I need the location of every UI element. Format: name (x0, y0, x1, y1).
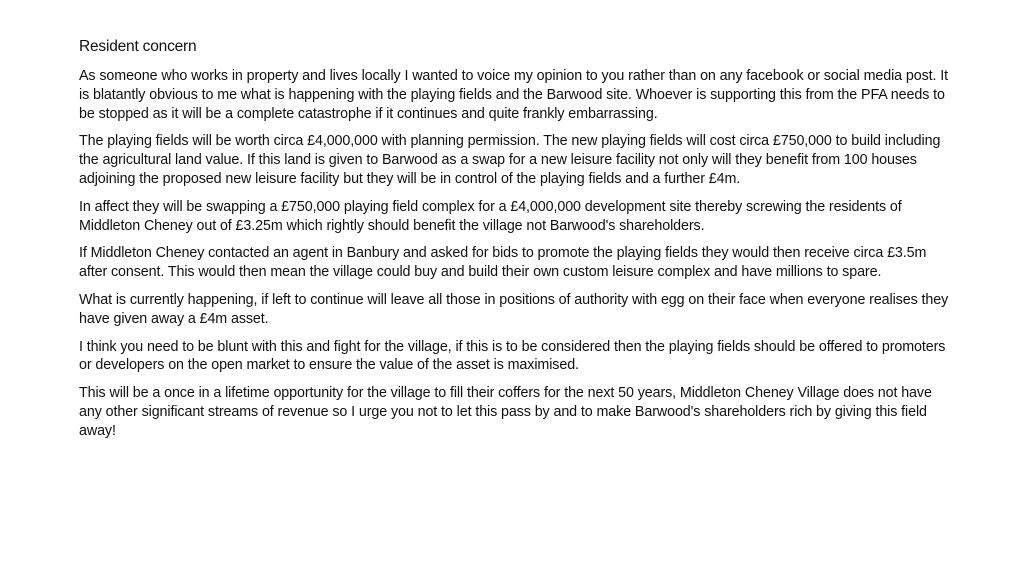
paragraph-5: What is currently happening, if left to continue will leave all those in positions of authority with egg on their face when everyone realises they have given away a £4m asset. (79, 291, 949, 327)
slide-content (79, 36, 954, 450)
paragraph-2: The playing fields will be worth circa £4,000,000 with planning permission. The new playing fields will cost circa £750,000 to build including the agricultural land value. If this land is given to Barwood as a swap for a new leisure facility not only will they benefit from 100 houses adjoining the proposed new leisure facility but they will be in control of the playing fields and a further £4m. (79, 133, 941, 187)
paragraph-6: I think you need to be blunt with this and fight for the village, if this is to be considered then the playing fields should be offered to promoters or developers on the open market to ensure the value of the asset is maximised. (79, 338, 946, 374)
paragraph-7: This will be a once in a lifetime opportunity for the village to fill their coffers for the next 50 years, Middleton Cheney Village does not have any other significant streams of revenue so I urge you not to let this pass by and to make Barwood's shareholders rich by giving this field away! (79, 385, 932, 439)
paragraph-1: As someone who works in property and lives locally I wanted to voice my opinion to you rather than on any facebook or social media post. It is blatantly obvious to me what is happening with the playing fields and the Barwood site. Whoever is supporting this from the PFA needs to be stopped as it will be a complete catastrophe if it continues and quite frankly embarrassing. (79, 68, 949, 122)
paragraph-4: If Middleton Cheney contacted an agent in Banbury and asked for bids to promote the playing fields they would then receive circa £3.5m after consent. This would then mean the village could buy and build their own custom leisure complex and have millions to spare. (79, 245, 927, 281)
document-title: Resident concern (79, 38, 197, 55)
paragraph-3: In affect they will be swapping a £750,000 playing field complex for a £4,000,000 development site thereby screwing the residents of Middleton Cheney out of £3.25m which rightly should benefit the village not Barwood's shareholders. (79, 198, 902, 234)
